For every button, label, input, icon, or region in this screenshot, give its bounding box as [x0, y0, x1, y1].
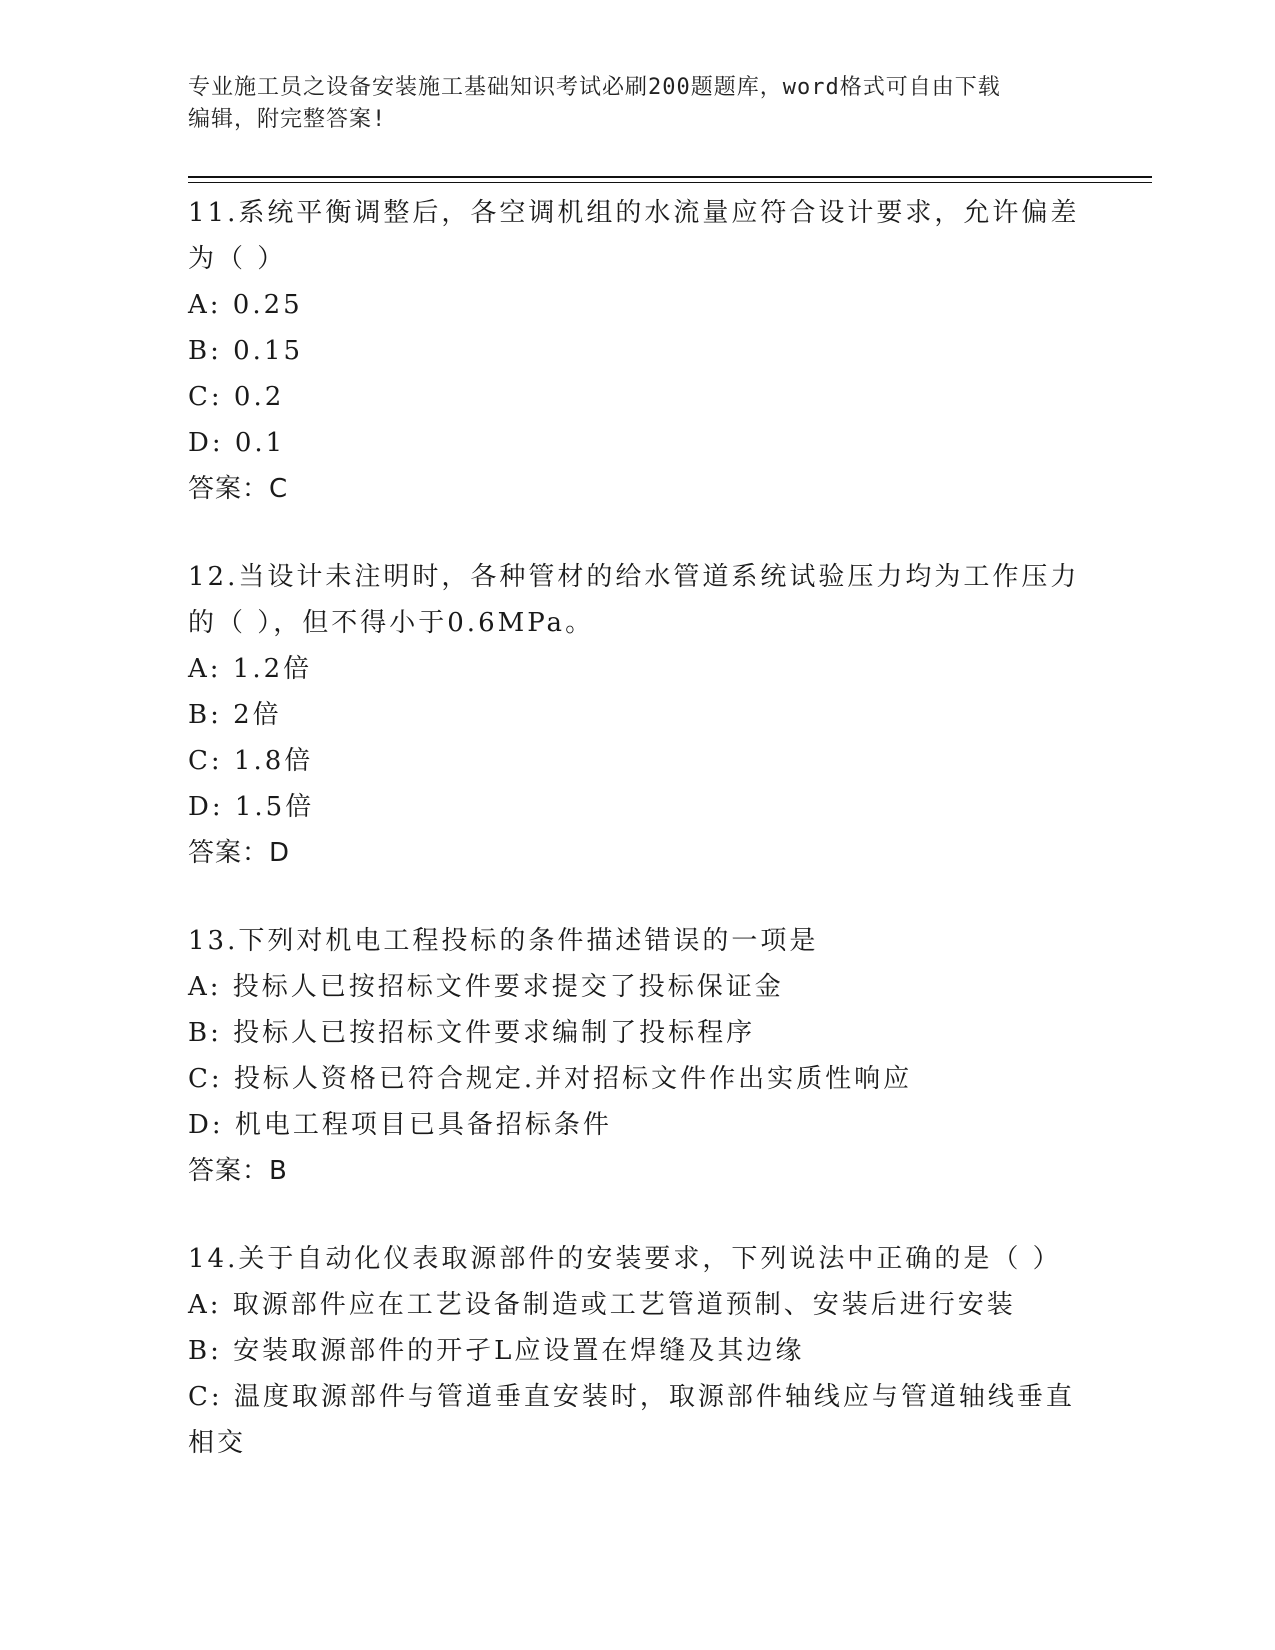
option-c: C: 1.8倍 — [188, 746, 314, 776]
option-c: C: 温度取源部件与管道垂直安装时，取源部件轴线应与管道轴线垂直相交 — [188, 1382, 1075, 1458]
question-list — [188, 190, 1088, 1508]
question-stem: 12.当设计未注明时，各种管材的给水管道系统试验压力均为工作压力的（ ），但不得小于0.6MPa。 — [188, 562, 1080, 638]
header-rule-thick — [188, 176, 1152, 178]
question-stem: 13.下列对机电工程投标的条件描述错误的一项是 — [188, 926, 819, 956]
question-11 — [188, 190, 1088, 512]
document-header — [188, 72, 1088, 136]
header-line-2: 编辑，附完整答案! — [188, 107, 387, 132]
option-c: C: 0.2 — [188, 382, 285, 412]
option-b: B: 0.15 — [188, 336, 304, 366]
option-c: C: 投标人资格已符合规定.并对招标文件作出实质性响应 — [188, 1064, 913, 1094]
option-a: A: 取源部件应在工艺设备制造或工艺管道预制、安装后进行安装 — [188, 1290, 1016, 1320]
question-14 — [188, 1236, 1088, 1466]
option-d: D: 1.5倍 — [188, 792, 315, 822]
question-13 — [188, 918, 1088, 1194]
answer: 答案：D — [188, 838, 291, 868]
question-stem: 11.系统平衡调整后，各空调机组的水流量应符合设计要求，允许偏差为（ ） — [188, 198, 1080, 274]
option-d: D: 0.1 — [188, 428, 286, 458]
answer: 答案：B — [188, 1156, 288, 1186]
option-b: B: 投标人已按招标文件要求编制了投标程序 — [188, 1018, 756, 1048]
option-b: B: 安装取源部件的开孑L应设置在焊缝及其边缘 — [188, 1336, 805, 1366]
option-d: D: 机电工程项目已具备招标条件 — [188, 1110, 612, 1140]
answer: 答案：C — [188, 474, 289, 504]
header-rule-thin — [188, 182, 1152, 183]
question-12 — [188, 554, 1088, 876]
option-a: A: 1.2倍 — [188, 654, 313, 684]
question-stem: 14.关于自动化仪表取源部件的安装要求，下列说法中正确的是（ ） — [188, 1244, 1062, 1274]
option-a: A: 0.25 — [188, 290, 303, 320]
option-b: B: 2倍 — [188, 700, 282, 730]
option-a: A: 投标人已按招标文件要求提交了投标保证金 — [188, 972, 784, 1002]
header-line-1: 专业施工员之设备安装施工基础知识考试必刷200题题库，word格式可自由下载 — [188, 75, 1001, 100]
